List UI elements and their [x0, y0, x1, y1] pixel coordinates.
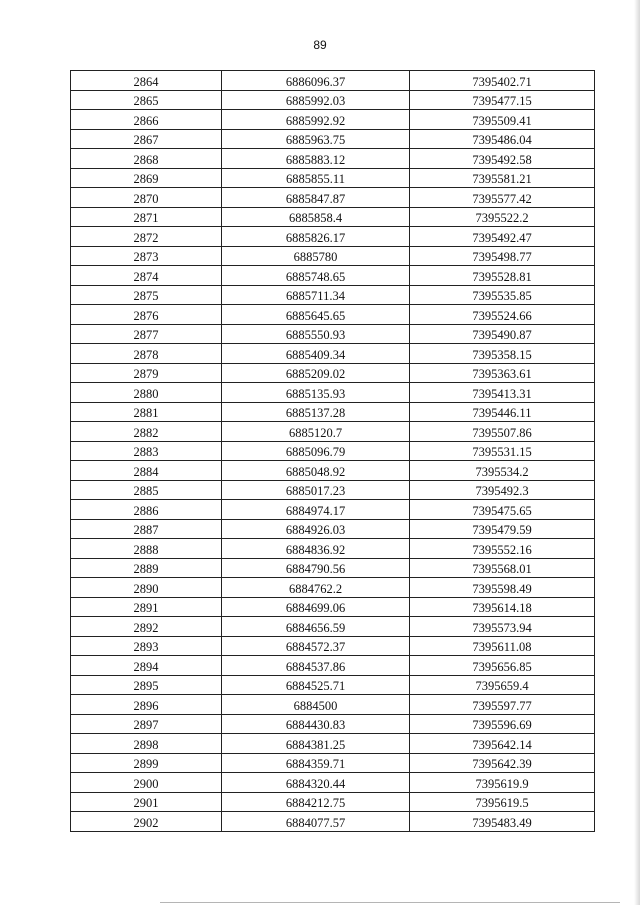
y-coordinate-cell: 7395552.16	[410, 539, 595, 559]
point-number-cell: 2894	[71, 656, 222, 676]
x-coordinate-cell: 6884525.71	[222, 675, 410, 695]
table-row	[71, 344, 595, 364]
point-number-cell: 2875	[71, 285, 222, 305]
point-number-cell: 2883	[71, 441, 222, 461]
y-coordinate-cell: 7395531.15	[410, 441, 595, 461]
y-coordinate-cell: 7395581.21	[410, 168, 595, 188]
y-coordinate-cell: 7395358.15	[410, 344, 595, 364]
table-row	[71, 90, 595, 110]
table-row	[71, 305, 595, 325]
y-coordinate-cell: 7395498.77	[410, 246, 595, 266]
y-coordinate-cell: 7395642.39	[410, 753, 595, 773]
point-number-cell: 2895	[71, 675, 222, 695]
point-number-cell: 2868	[71, 149, 222, 169]
point-number-cell: 2866	[71, 110, 222, 130]
table-row	[71, 636, 595, 656]
table-row	[71, 695, 595, 715]
x-coordinate-cell: 6884077.57	[222, 812, 410, 832]
table-row	[71, 402, 595, 422]
table-row	[71, 539, 595, 559]
y-coordinate-cell: 7395492.58	[410, 149, 595, 169]
y-coordinate-cell: 7395492.3	[410, 480, 595, 500]
point-number-cell: 2876	[71, 305, 222, 325]
x-coordinate-cell: 6885409.34	[222, 344, 410, 364]
table-row	[71, 753, 595, 773]
table-row	[71, 188, 595, 208]
table-row	[71, 227, 595, 247]
point-number-cell: 2879	[71, 363, 222, 383]
y-coordinate-cell: 7395363.61	[410, 363, 595, 383]
y-coordinate-cell: 7395577.42	[410, 188, 595, 208]
y-coordinate-cell: 7395568.01	[410, 558, 595, 578]
point-number-cell: 2891	[71, 597, 222, 617]
y-coordinate-cell: 7395619.9	[410, 773, 595, 793]
x-coordinate-cell: 6884430.83	[222, 714, 410, 734]
y-coordinate-cell: 7395524.66	[410, 305, 595, 325]
table-row	[71, 363, 595, 383]
x-coordinate-cell: 6884926.03	[222, 519, 410, 539]
y-coordinate-cell: 7395492.47	[410, 227, 595, 247]
point-number-cell: 2897	[71, 714, 222, 734]
table-row	[71, 168, 595, 188]
x-coordinate-cell: 6884212.75	[222, 792, 410, 812]
y-coordinate-cell: 7395619.5	[410, 792, 595, 812]
x-coordinate-cell: 6885963.75	[222, 129, 410, 149]
table-row	[71, 734, 595, 754]
x-coordinate-cell: 6885992.03	[222, 90, 410, 110]
table-row	[71, 558, 595, 578]
y-coordinate-cell: 7395534.2	[410, 461, 595, 481]
point-number-cell: 2892	[71, 617, 222, 637]
point-number-cell: 2874	[71, 266, 222, 286]
table-row	[71, 110, 595, 130]
table-row	[71, 578, 595, 598]
point-number-cell: 2870	[71, 188, 222, 208]
x-coordinate-cell: 6884381.25	[222, 734, 410, 754]
point-number-cell: 2890	[71, 578, 222, 598]
table-row	[71, 422, 595, 442]
x-coordinate-cell: 6885711.34	[222, 285, 410, 305]
table-row	[71, 773, 595, 793]
y-coordinate-cell: 7395535.85	[410, 285, 595, 305]
x-coordinate-cell: 6884320.44	[222, 773, 410, 793]
x-coordinate-cell: 6885048.92	[222, 461, 410, 481]
point-number-cell: 2872	[71, 227, 222, 247]
point-number-cell: 2873	[71, 246, 222, 266]
table-row	[71, 480, 595, 500]
table-row	[71, 461, 595, 481]
table-row	[71, 324, 595, 344]
table-row	[71, 71, 595, 91]
x-coordinate-cell: 6885780	[222, 246, 410, 266]
y-coordinate-cell: 7395597.77	[410, 695, 595, 715]
x-coordinate-cell: 6885550.93	[222, 324, 410, 344]
table-row	[71, 129, 595, 149]
table-body	[71, 71, 595, 832]
x-coordinate-cell: 6884974.17	[222, 500, 410, 520]
table-row	[71, 656, 595, 676]
y-coordinate-cell: 7395446.11	[410, 402, 595, 422]
x-coordinate-cell: 6885858.4	[222, 207, 410, 227]
point-number-cell: 2899	[71, 753, 222, 773]
y-coordinate-cell: 7395659.4	[410, 675, 595, 695]
x-coordinate-cell: 6886096.37	[222, 71, 410, 91]
y-coordinate-cell: 7395596.69	[410, 714, 595, 734]
point-number-cell: 2893	[71, 636, 222, 656]
x-coordinate-cell: 6885748.65	[222, 266, 410, 286]
point-number-cell: 2885	[71, 480, 222, 500]
y-coordinate-cell: 7395490.87	[410, 324, 595, 344]
x-coordinate-cell: 6885992.92	[222, 110, 410, 130]
y-coordinate-cell: 7395573.94	[410, 617, 595, 637]
point-number-cell: 2887	[71, 519, 222, 539]
point-number-cell: 2864	[71, 71, 222, 91]
table-row	[71, 617, 595, 637]
point-number-cell: 2884	[71, 461, 222, 481]
table-row	[71, 246, 595, 266]
x-coordinate-cell: 6885826.17	[222, 227, 410, 247]
table-row	[71, 266, 595, 286]
table-row	[71, 675, 595, 695]
x-coordinate-cell: 6885847.87	[222, 188, 410, 208]
point-number-cell: 2880	[71, 383, 222, 403]
table-row	[71, 285, 595, 305]
point-number-cell: 2881	[71, 402, 222, 422]
y-coordinate-cell: 7395413.31	[410, 383, 595, 403]
table-row	[71, 207, 595, 227]
table-row	[71, 792, 595, 812]
x-coordinate-cell: 6885645.65	[222, 305, 410, 325]
x-coordinate-cell: 6884836.92	[222, 539, 410, 559]
point-number-cell: 2867	[71, 129, 222, 149]
point-number-cell: 2896	[71, 695, 222, 715]
scan-edge-shadow	[634, 0, 640, 905]
point-number-cell: 2900	[71, 773, 222, 793]
table-row	[71, 519, 595, 539]
x-coordinate-cell: 6885209.02	[222, 363, 410, 383]
x-coordinate-cell: 6885017.23	[222, 480, 410, 500]
point-number-cell: 2889	[71, 558, 222, 578]
table-row	[71, 812, 595, 832]
table-row	[71, 597, 595, 617]
x-coordinate-cell: 6884572.37	[222, 636, 410, 656]
page-number: 89	[313, 38, 327, 52]
y-coordinate-cell: 7395509.41	[410, 110, 595, 130]
y-coordinate-cell: 7395598.49	[410, 578, 595, 598]
scan-edge-line	[160, 902, 620, 903]
x-coordinate-cell: 6885120.7	[222, 422, 410, 442]
table-row	[71, 383, 595, 403]
x-coordinate-cell: 6885883.12	[222, 149, 410, 169]
table-row	[71, 714, 595, 734]
point-number-cell: 2871	[71, 207, 222, 227]
table-row	[71, 441, 595, 461]
y-coordinate-cell: 7395528.81	[410, 266, 595, 286]
x-coordinate-cell: 6884790.56	[222, 558, 410, 578]
x-coordinate-cell: 6885096.79	[222, 441, 410, 461]
x-coordinate-cell: 6885137.28	[222, 402, 410, 422]
point-number-cell: 2886	[71, 500, 222, 520]
y-coordinate-cell: 7395486.04	[410, 129, 595, 149]
point-number-cell: 2878	[71, 344, 222, 364]
y-coordinate-cell: 7395475.65	[410, 500, 595, 520]
x-coordinate-cell: 6884699.06	[222, 597, 410, 617]
y-coordinate-cell: 7395614.18	[410, 597, 595, 617]
point-number-cell: 2902	[71, 812, 222, 832]
y-coordinate-cell: 7395507.86	[410, 422, 595, 442]
x-coordinate-cell: 6885135.93	[222, 383, 410, 403]
y-coordinate-cell: 7395611.08	[410, 636, 595, 656]
x-coordinate-cell: 6885855.11	[222, 168, 410, 188]
y-coordinate-cell: 7395483.49	[410, 812, 595, 832]
point-number-cell: 2869	[71, 168, 222, 188]
table-row	[71, 500, 595, 520]
table-row	[71, 149, 595, 169]
x-coordinate-cell: 6884656.59	[222, 617, 410, 637]
x-coordinate-cell: 6884537.86	[222, 656, 410, 676]
y-coordinate-cell: 7395402.71	[410, 71, 595, 91]
point-number-cell: 2901	[71, 792, 222, 812]
y-coordinate-cell: 7395479.59	[410, 519, 595, 539]
point-number-cell: 2898	[71, 734, 222, 754]
coordinates-table	[70, 70, 595, 832]
y-coordinate-cell: 7395477.15	[410, 90, 595, 110]
x-coordinate-cell: 6884500	[222, 695, 410, 715]
point-number-cell: 2882	[71, 422, 222, 442]
x-coordinate-cell: 6884359.71	[222, 753, 410, 773]
y-coordinate-cell: 7395522.2	[410, 207, 595, 227]
point-number-cell: 2888	[71, 539, 222, 559]
point-number-cell: 2865	[71, 90, 222, 110]
y-coordinate-cell: 7395642.14	[410, 734, 595, 754]
y-coordinate-cell: 7395656.85	[410, 656, 595, 676]
x-coordinate-cell: 6884762.2	[222, 578, 410, 598]
point-number-cell: 2877	[71, 324, 222, 344]
